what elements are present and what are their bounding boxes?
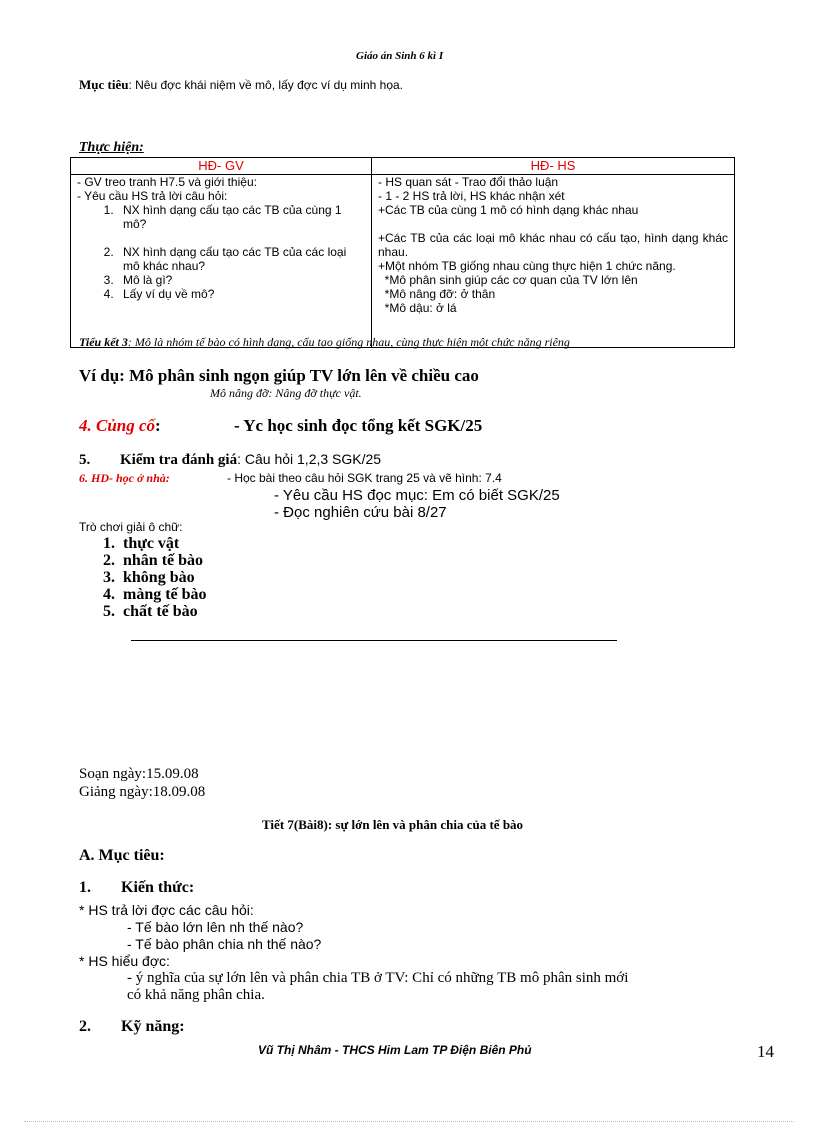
homework-label: 6. HD- học ở nhà: [79, 471, 170, 485]
knowledge-number: 1. [79, 879, 91, 896]
game-title: Trò chơi giải ô chữ: [79, 520, 183, 534]
skills-heading [79, 1018, 185, 1036]
game-answer-item: 4. màng tế bào [103, 586, 207, 603]
hs-line: +Một nhóm TB giống nhau cùng thực hiện 1 chức năng. [378, 259, 676, 273]
homework-line-1: - Học bài theo câu hỏi SGK trang 25 và vẽ hình: 7.4 [227, 471, 502, 485]
homework-line-2: - Yêu cầu HS đọc mục: Em có biết SGK/25 [274, 487, 560, 504]
summary-label: Tiểu kết 3 [79, 335, 128, 349]
hs-line: *Mô dậu: ở lá [378, 301, 457, 315]
example-line: Ví dụ: Mô phân sinh ngọn giúp TV lớn lên về chiều cao [79, 366, 479, 385]
page-header-title: Giáo án Sinh 6 kì I [356, 50, 444, 62]
hs-line: - 1 - 2 HS trả lời, HS khác nhận xét [378, 189, 565, 203]
game-answer-list [103, 535, 207, 620]
knowledge-question-1: - Tế bào lớn lên nh thế nào? [127, 919, 304, 935]
check-text: : Câu hỏi 1,2,3 SGK/25 [237, 451, 382, 467]
gv-question-item: 1. NX hình dạng cấu tạo các TB của cùng 1 mô? [117, 203, 365, 231]
objective-line [79, 77, 403, 93]
gv-question-list [77, 203, 365, 301]
homework-line-3: - Đọc nghiên cứu bài 8/27 [274, 504, 447, 521]
footer-author: Vũ Thị Nhâm - THCS Him Lam TP Điện Biên Phủ [258, 1043, 532, 1057]
consolidate-label: 4. Củng cố [79, 416, 156, 435]
example-sub-line: Mô nâng đỡ: Nâng đỡ thực vật. [210, 386, 362, 400]
summary-text: : Mô là nhóm tế bào có hình dạng, cấu tạo giống nhau, cùng thực hiện một chức năng riêng [127, 335, 570, 349]
hs-line [378, 217, 728, 231]
gv-intro-line: - GV treo tranh H7.5 và giới thiệu: [77, 175, 257, 189]
summary-line [79, 335, 570, 350]
skills-number: 2. [79, 1018, 91, 1035]
knowledge-question-2: - Tế bào phân chia nh thế nào? [127, 936, 322, 952]
page-number: 14 [757, 1042, 774, 1061]
table-header-row [71, 158, 735, 175]
section-a-heading: A. Mục tiêu: [79, 847, 165, 864]
check-label: Kiểm tra đánh giá [120, 452, 238, 468]
prepared-date: Soạn ngày:15.09.08 [79, 766, 199, 782]
answer-intro: * HS trả lời đợc các câu hỏi: [79, 902, 254, 918]
consolidate-line [79, 416, 161, 436]
objective-text: : Nêu đợc khái niệm về mô, lấy đợc ví dụ minh họa. [128, 78, 403, 92]
game-answer-item: 2. nhân tế bào [103, 552, 204, 569]
gv-question-item: 4. Lấy ví dụ về mô? [117, 287, 365, 301]
meaning-line-2: có khả năng phân chia. [127, 987, 265, 1003]
hs-line: *Mô nâng đỡ: ở thân [378, 287, 496, 301]
check-line [79, 451, 381, 469]
taught-date: Giảng ngày:18.09.08 [79, 784, 206, 800]
objective-label: Mục tiêu [79, 77, 129, 92]
gv-question-item: 2. NX hình dạng cấu tạo các TB của các loại mô khác nhau? [117, 245, 365, 273]
hs-column-header: HĐ- HS [372, 158, 735, 175]
gv-column-header: HĐ- GV [71, 158, 372, 175]
table-body-row [71, 175, 735, 348]
game-answer-item: 3. không bào [103, 569, 195, 586]
implementation-heading: Thực hiện: [79, 140, 144, 155]
game-answer-item: 5. chất tế bào [103, 603, 198, 620]
activity-table [70, 157, 735, 348]
hs-line: - HS quan sát - Trao đổi thảo luận [378, 175, 559, 189]
lesson-title: Tiết 7(Bài8): sự lớn lên và phân chia của tế bào [262, 817, 524, 832]
understand-intro: * HS hiểu đợc: [79, 953, 170, 969]
consolidate-text: - Yc học sinh đọc tổng kết SGK/25 [234, 416, 483, 435]
knowledge-title: Kiến thức: [121, 879, 195, 896]
meaning-line-1: - ý nghĩa của sự lớn lên và phân chia TB ở TV: Chỉ có những TB mô phân sinh mới [127, 970, 629, 986]
hs-cell [372, 175, 735, 348]
hs-line: +Các TB của cùng 1 mô có hình dạng khác nhau [378, 203, 639, 217]
skills-title: Kỹ năng: [121, 1018, 185, 1035]
gv-question-item: 3. Mô là gì? [117, 273, 365, 287]
consolidate-colon: : [155, 416, 161, 435]
page-bottom-border [24, 1121, 794, 1122]
hs-line: *Mô phân sinh giúp các cơ quan của TV lớn lên [378, 273, 638, 287]
section-divider [131, 640, 617, 641]
gv-intro-line: - Yêu cầu HS trả lời câu hỏi: [77, 189, 228, 203]
hs-line: +Các TB của các loại mô khác nhau có cấu tạo, hình dạng khác nhau. [378, 231, 728, 259]
game-answer-item: 1. thực vật [103, 535, 180, 552]
gv-cell [71, 175, 372, 348]
knowledge-heading [79, 879, 194, 897]
check-number: 5. [79, 452, 91, 468]
